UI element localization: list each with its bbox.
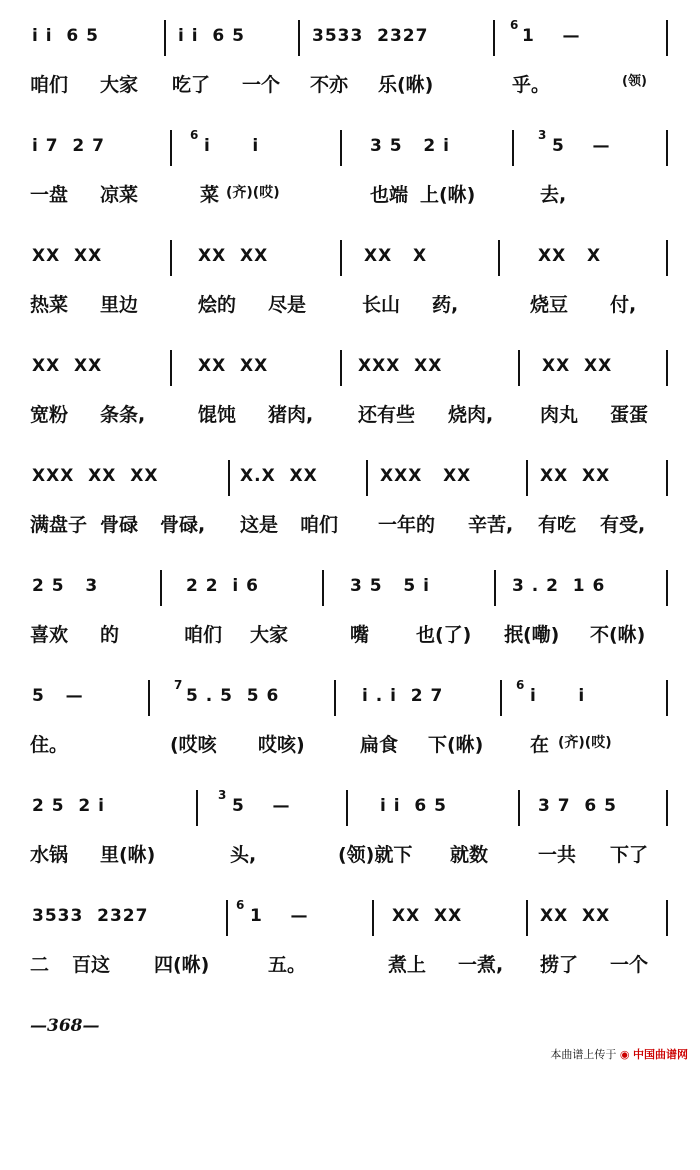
lyric: 嘴	[350, 624, 370, 646]
bar-line	[160, 570, 162, 606]
bar-line	[512, 130, 514, 166]
site-name: 中国曲谱网	[633, 1048, 688, 1061]
lyric: 的	[100, 624, 120, 646]
lyric: (齐)(哎)	[226, 185, 280, 201]
measure-3: XXX XX	[380, 466, 472, 486]
lyric: 菜	[200, 184, 220, 206]
measure-1: XX XX	[32, 356, 103, 376]
grace-mark: 3	[218, 788, 228, 802]
bar-line	[372, 900, 374, 936]
bar-line	[666, 240, 668, 276]
notation-row	[0, 560, 700, 602]
lyric: 烧肉,	[448, 404, 494, 426]
lyric: 五。	[268, 954, 307, 976]
lyric: 捞了	[540, 954, 579, 976]
lyric: 不(咻)	[590, 624, 646, 646]
lyric: 二	[30, 954, 50, 976]
grace-mark: 6	[510, 18, 520, 32]
notation-row	[0, 230, 700, 272]
measure-3: 3533 2327	[312, 26, 429, 46]
measure-4: XX XX	[540, 466, 611, 486]
lyric: 辛苦,	[468, 514, 514, 536]
lyric: 大家	[100, 74, 139, 96]
score-system-6	[0, 560, 700, 670]
measure-2: 5 —	[232, 796, 291, 816]
measure-4: XX X	[538, 246, 602, 266]
bar-line	[494, 570, 496, 606]
measure-2: 5 . 5 5 6	[186, 686, 280, 706]
lyric: 去,	[540, 184, 567, 206]
lyric: (齐)(哎)	[558, 735, 612, 751]
lyric: 这是	[240, 514, 279, 536]
lyric: 付,	[610, 294, 637, 316]
measure-2: 2 2 i 6	[186, 576, 259, 596]
bar-line	[334, 680, 336, 716]
lyric: 住。	[30, 734, 69, 756]
lyric: 不亦	[310, 74, 349, 96]
measure-1: XXX XX XX	[32, 466, 159, 486]
lyric: 蛋蛋	[610, 404, 649, 426]
measure-4: 3 . 2 1 6	[512, 576, 606, 596]
score-system-1	[0, 10, 700, 120]
notation-row	[0, 890, 700, 932]
lyric: 热菜	[30, 294, 69, 316]
bar-line	[666, 900, 668, 936]
measure-4: 1 —	[522, 26, 581, 46]
measure-4: 3 7 6 5	[538, 796, 617, 816]
bar-line	[518, 790, 520, 826]
score-system-3	[0, 230, 700, 340]
lyric: 一煮,	[458, 954, 504, 976]
lyric: 在	[530, 734, 550, 756]
lyric: 一个	[610, 954, 649, 976]
lyric: 猪肉,	[268, 404, 314, 426]
lyric: 喜欢	[30, 624, 69, 646]
notation-row	[0, 780, 700, 822]
measure-4: i i	[530, 686, 586, 706]
lyric: 一盘	[30, 184, 69, 206]
lyric: 乎。	[512, 74, 551, 96]
lyric: 下(咻)	[428, 734, 484, 756]
measure-4: 5 —	[552, 136, 611, 156]
lyric: 馄饨	[198, 404, 237, 426]
notation-row	[0, 450, 700, 492]
bar-line	[340, 130, 342, 166]
lyric: 满盘子	[30, 514, 88, 536]
lyric: 大家	[250, 624, 289, 646]
notation-row	[0, 120, 700, 162]
lyrics-row	[0, 400, 700, 440]
lyrics-row	[0, 620, 700, 660]
measure-1: 2 5 3	[32, 576, 99, 596]
lyric: 有吃	[538, 514, 577, 536]
bar-line	[500, 680, 502, 716]
measure-1: 5 —	[32, 686, 84, 706]
bar-line	[366, 460, 368, 496]
measure-1: i i 6 5	[32, 26, 99, 46]
bar-line	[340, 240, 342, 276]
bar-line	[493, 20, 495, 56]
notation-row	[0, 340, 700, 382]
lyric: (领)	[622, 74, 647, 89]
lyric: 凉菜	[100, 184, 139, 206]
lyrics-row	[0, 950, 700, 990]
lyric: 也(了)	[416, 624, 472, 646]
measure-3: XXX XX	[358, 356, 443, 376]
lyric: 还有些	[358, 404, 416, 426]
lyrics-row	[0, 70, 700, 110]
bar-line	[170, 130, 172, 166]
score-system-2	[0, 120, 700, 230]
bar-line	[666, 350, 668, 386]
lyric: 就数	[450, 844, 489, 866]
measure-3: 3 5 2 i	[370, 136, 450, 156]
lyric: 也端	[370, 184, 409, 206]
bar-line	[526, 900, 528, 936]
bar-line	[340, 350, 342, 386]
bar-line	[170, 240, 172, 276]
site-logo-icon: ◉	[619, 1048, 630, 1061]
lyric: 抿(嘞)	[504, 624, 560, 646]
grace-mark: 6	[516, 678, 526, 692]
lyric: 有受,	[600, 514, 646, 536]
lyric: 里(咻)	[100, 844, 156, 866]
measure-3: XX X	[364, 246, 428, 266]
score-system-4	[0, 340, 700, 450]
lyrics-row	[0, 730, 700, 770]
bar-line	[666, 130, 668, 166]
bar-line	[346, 790, 348, 826]
bar-line	[526, 460, 528, 496]
lyric: 烧豆	[530, 294, 569, 316]
lyrics-row	[0, 510, 700, 550]
page-number: —368—	[30, 1016, 100, 1036]
lyric: 百这	[72, 954, 111, 976]
measure-1: 2 5 2 i	[32, 796, 105, 816]
lyric: 下了	[610, 844, 649, 866]
lyric: 一个	[242, 74, 281, 96]
measure-1: XX XX	[32, 246, 103, 266]
bar-line	[226, 900, 228, 936]
measure-3: 3 5 5 i	[350, 576, 430, 596]
bar-line	[666, 680, 668, 716]
measure-3: XX XX	[392, 906, 463, 926]
measure-4: XX XX	[540, 906, 611, 926]
measure-1: 3533 2327	[32, 906, 149, 926]
grace-mark: 6	[236, 898, 246, 912]
lyric: 条条,	[100, 404, 146, 426]
score-system-5	[0, 450, 700, 560]
score-system-7	[0, 670, 700, 780]
lyric: 长山	[362, 294, 401, 316]
source-credit	[550, 1046, 688, 1062]
lyric: 药,	[432, 294, 459, 316]
lyric: 乐(咻)	[378, 74, 434, 96]
source-text: 本曲谱上传于	[550, 1048, 617, 1061]
measure-2: i i 6 5	[178, 26, 245, 46]
lyric: 宽粉	[30, 404, 69, 426]
lyric: 咱们	[184, 624, 223, 646]
grace-mark: 7	[174, 678, 184, 692]
measure-2: i i	[204, 136, 260, 156]
bar-line	[322, 570, 324, 606]
lyric: 头,	[230, 844, 257, 866]
lyrics-row	[0, 180, 700, 220]
bar-line	[666, 20, 668, 56]
measure-2: XX XX	[198, 356, 269, 376]
lyrics-row	[0, 840, 700, 880]
lyric: 咱们	[30, 74, 69, 96]
bar-line	[666, 790, 668, 826]
lyric: 骨碌,	[160, 514, 206, 536]
bar-line	[164, 20, 166, 56]
measure-4: XX XX	[542, 356, 613, 376]
bar-line	[498, 240, 500, 276]
measure-2: XX XX	[198, 246, 269, 266]
lyric: 一共	[538, 844, 577, 866]
measure-2: 1 —	[250, 906, 309, 926]
bar-line	[196, 790, 198, 826]
lyric: 咱们	[300, 514, 339, 536]
score-system-9	[0, 890, 700, 1000]
bar-line	[228, 460, 230, 496]
lyric: 上(咻)	[420, 184, 476, 206]
grace-mark: 3	[538, 128, 548, 142]
lyric: (领)就下	[338, 844, 413, 866]
score-system-8	[0, 780, 700, 890]
lyric: 煮上	[388, 954, 427, 976]
measure-1: i 7 2 7	[32, 136, 105, 156]
bar-line	[170, 350, 172, 386]
bar-line	[666, 460, 668, 496]
lyric: 骨碌	[100, 514, 139, 536]
lyric: 哎咳)	[258, 734, 305, 756]
bar-line	[298, 20, 300, 56]
lyric: (哎咳	[170, 734, 217, 756]
bar-line	[666, 570, 668, 606]
lyric: 四(咻)	[154, 954, 210, 976]
lyric: 扁食	[360, 734, 399, 756]
lyric: 尽是	[268, 294, 307, 316]
notation-row	[0, 670, 700, 712]
notation-row	[0, 10, 700, 52]
bar-line	[518, 350, 520, 386]
lyric: 里边	[100, 294, 139, 316]
measure-3: i . i 2 7	[362, 686, 444, 706]
bar-line	[148, 680, 150, 716]
lyric: 烩的	[198, 294, 237, 316]
lyric: 一年的	[378, 514, 436, 536]
lyric: 水锅	[30, 844, 69, 866]
grace-mark: 6	[190, 128, 200, 142]
measure-2: X.X XX	[240, 466, 318, 486]
lyrics-row	[0, 290, 700, 330]
lyric: 吃了	[172, 74, 211, 96]
measure-3: i i 6 5	[380, 796, 447, 816]
lyric: 肉丸	[540, 404, 579, 426]
